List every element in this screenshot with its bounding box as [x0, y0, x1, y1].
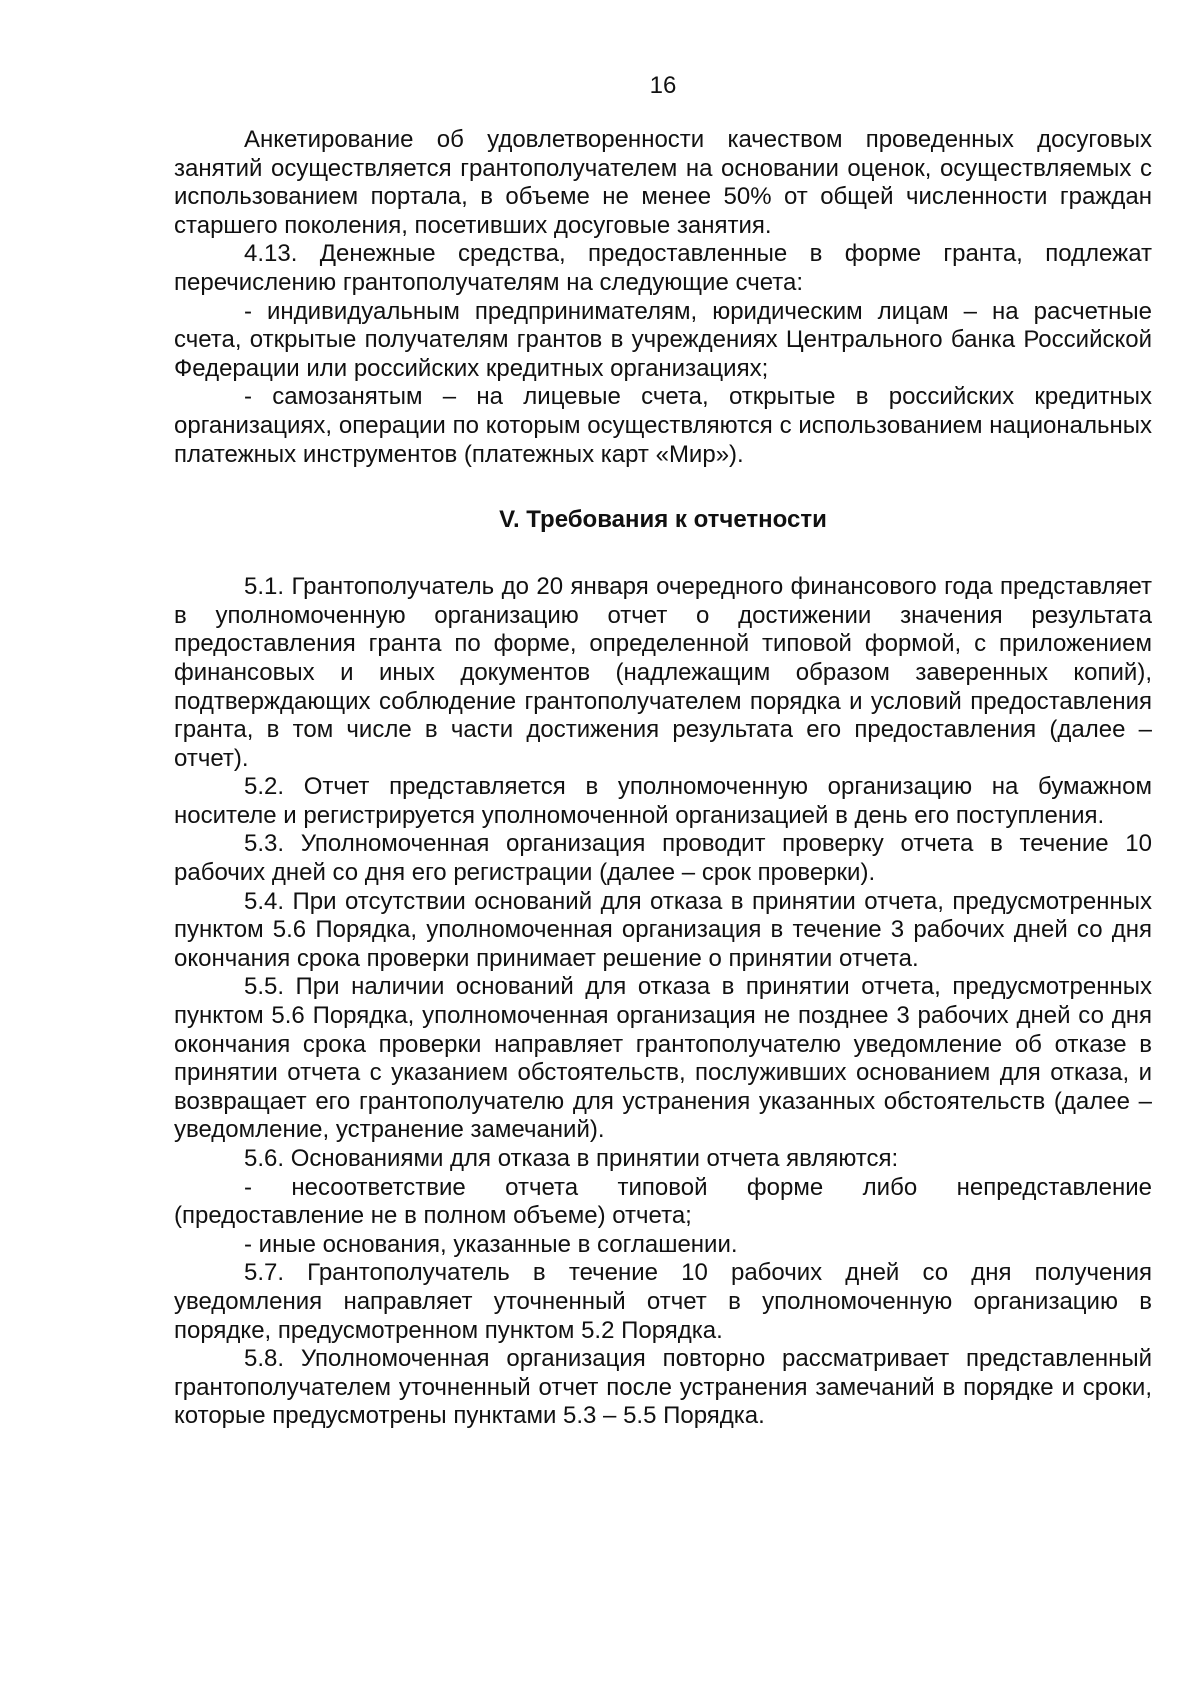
- document-page: [174, 72, 1152, 1431]
- paragraph: 5.1. Грантополучатель до 20 января очередного финансового года представляет в уполномоченную организацию отчет о достижении значения результата предоставления гранта по форме, определенной типовой формой, с приложением финансовых и иных документов (надлежащим образом заверенных копий), подтверждающих соблюдение грантополучателем порядка и условий предоставления гранта, в том числе в части достижения результата его предоставления (далее – отчет).: [174, 573, 1152, 772]
- paragraph: 5.7. Грантополучатель в течение 10 рабочих дней со дня получения уведомления направляет уточненный отчет в уполномоченную организацию в порядке, предусмотренном пунктом 5.2 Порядка.: [174, 1259, 1152, 1344]
- paragraph: Анкетирование об удовлетворенности качеством проведенных досуговых занятий осуществляется грантополучателем на основании оценок, осуществляемых с использованием портала, в объеме не менее 50% от общей численности граждан старшего поколения, посетивших досуговые занятия.: [174, 126, 1152, 239]
- paragraph: - индивидуальным предпринимателям, юридическим лицам – на расчетные счета, открытые получателям грантов в учреждениях Центрального банка Российской Федерации или российских кредитных организациях;: [174, 297, 1152, 382]
- section-heading: V. Требования к отчетности: [499, 506, 827, 534]
- page-number: 16: [649, 72, 677, 99]
- paragraph: 5.8. Уполномоченная организация повторно рассматривает представленный грантополучателем уточненный отчет после устранения замечаний в порядке и сроки, которые предусмотрены пунктами 5.3 – 5.5 Порядка.: [174, 1345, 1152, 1430]
- paragraph: 5.4. При отсутствии оснований для отказа в принятии отчета, предусмотренных пунктом 5.6 Порядка, уполномоченная организация в течение 3 рабочих дней со дня окончания срока проверки принимает решение о принятии отчета.: [174, 887, 1152, 972]
- paragraph: - самозанятым – на лицевые счета, открытые в российских кредитных организациях, операции по которым осуществляются с использованием национальных платежных инструментов (платежных карт «Мир»).: [174, 383, 1152, 468]
- paragraph: 4.13. Денежные средства, предоставленные в форме гранта, подлежат перечислению грантополучателям на следующие счета:: [174, 240, 1152, 296]
- paragraph: - несоответствие отчета типовой форме либо непредставление (предоставление не в полном объеме) отчета;: [174, 1173, 1152, 1230]
- paragraph: 5.2. Отчет представляется в уполномоченную организацию на бумажном носителе и регистрируется уполномоченной организацией в день его поступления.: [174, 773, 1152, 829]
- paragraph: - иные основания, указанные в соглашении.: [244, 1230, 738, 1258]
- paragraph: 5.6. Основаниями для отказа в принятии отчета являются:: [244, 1145, 899, 1172]
- paragraph: 5.5. При наличии оснований для отказа в принятии отчета, предусмотренных пунктом 5.6 Порядка, уполномоченная организация не позднее 3 рабочих дней со дня окончания срока проверки направляет грантополучателю уведомление об отказе в принятии отчета с указанием обстоятельств, послуживших основанием для отказа, и возвращает его грантополучателю для устранения указанных обстоятельств (далее – уведомление, устранение замечаний).: [174, 973, 1152, 1144]
- paragraph: 5.3. Уполномоченная организация проводит проверку отчета в течение 10 рабочих дней со дня его регистрации (далее – срок проверки).: [174, 830, 1152, 887]
